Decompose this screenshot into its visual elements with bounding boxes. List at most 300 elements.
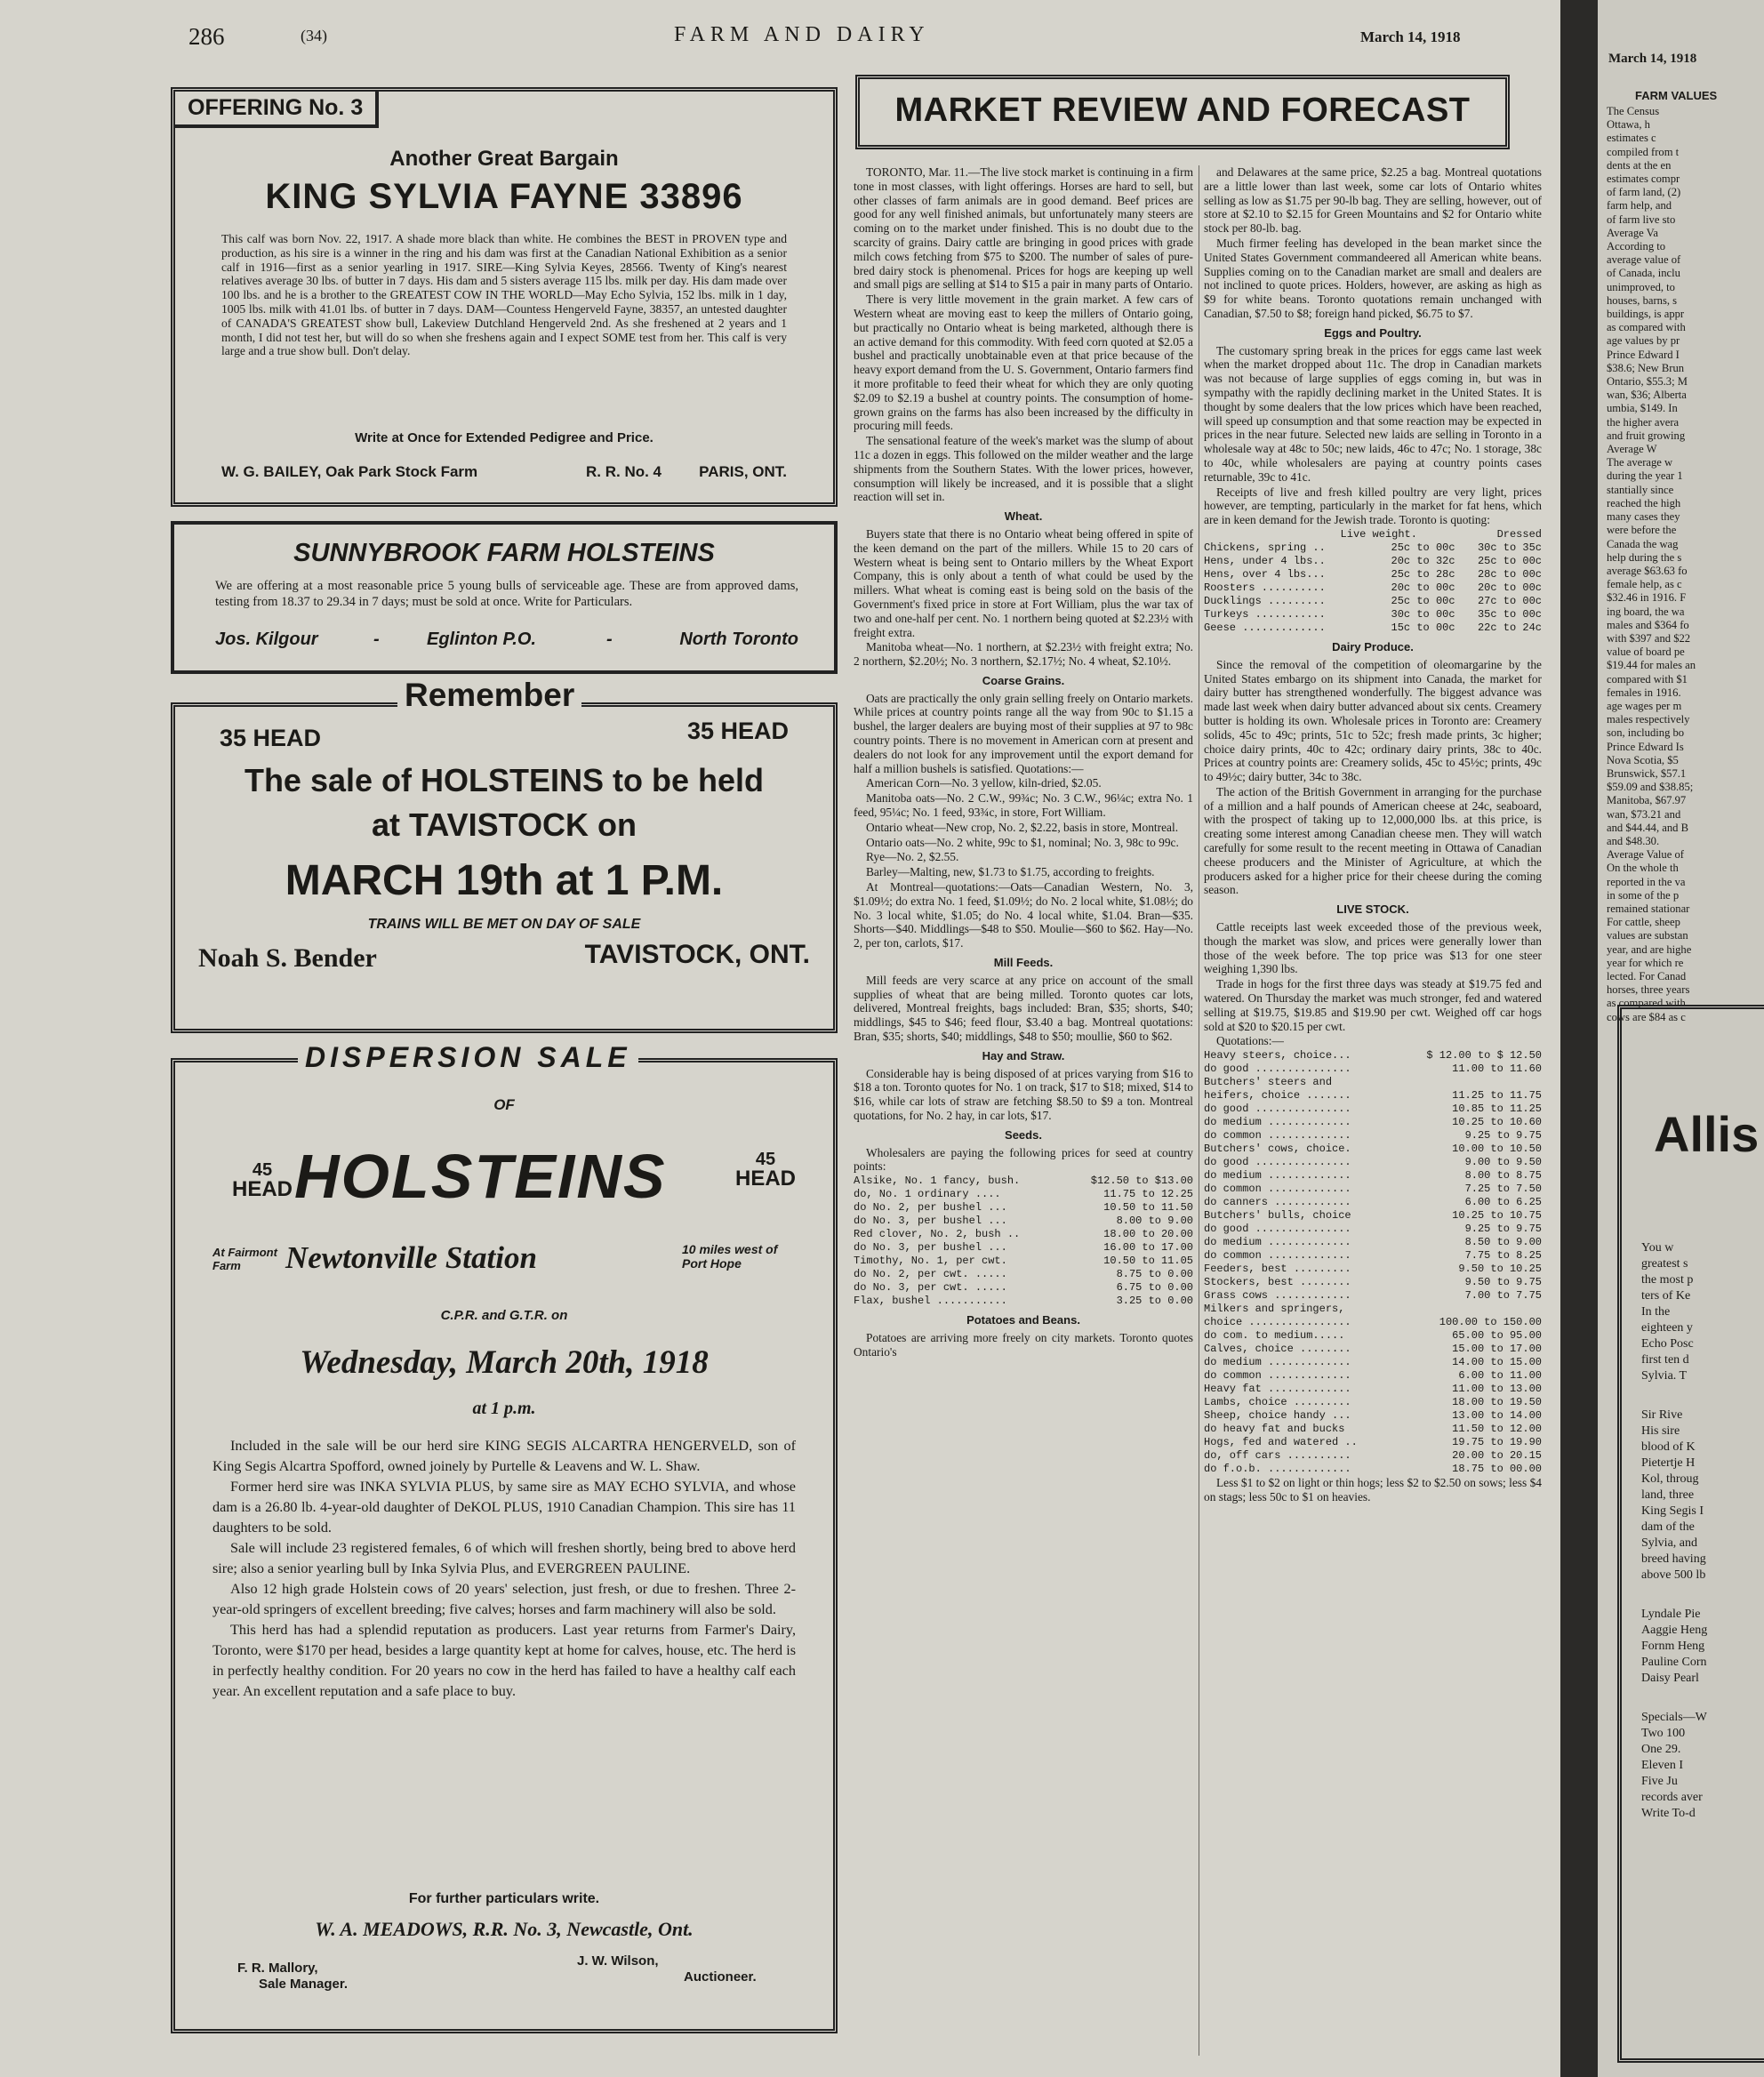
price-cell: 3.25 to 0.00 xyxy=(1116,1295,1193,1308)
price-row xyxy=(1204,1316,1542,1329)
manager-title: Sale Manager. xyxy=(259,1977,349,1992)
binding-gutter xyxy=(1560,0,1598,2077)
adjacent-line: were before the xyxy=(1607,524,1677,537)
price-cell: 22c to 24c xyxy=(1477,621,1542,634)
dispersion-para: Sale will include 23 registered females, 6 of which will freshen shortly, being bred to above herd sire; also a senior yearling bull by Inka Sylvia Plus, and EVERGREEN PAULINE. xyxy=(212,1540,796,1576)
market-column-2 xyxy=(1204,165,1542,2056)
adjacent-line: dam of the xyxy=(1641,1520,1695,1534)
offering-town: PARIS, ONT. xyxy=(699,463,787,480)
price-cell: 9.50 to 9.75 xyxy=(1464,1276,1542,1289)
price-cell: do common ............. xyxy=(1204,1183,1351,1196)
price-row xyxy=(1204,1276,1542,1289)
price-cell: 13.00 to 14.00 xyxy=(1452,1409,1542,1423)
market-paragraph: Receipts of live and fresh killed poultry are very light, prices however, are tempting, particularly in the market for fat hens, which are in keen demand for the Jewish trade. Toronto is quoting: xyxy=(1204,485,1542,527)
price-row xyxy=(1204,1423,1542,1436)
market-paragraph: The action of the British Government in arranging for the purchase of a million and a half pounds of American cheese at 24c, seaboard, with the prospect of taking up to 12,000,000 lbs. at this price, is creating some interest among Canadian cheese men. They will watch carefully for some result to the recent meeting in Ottawa of Canadian cheese producers and the Minister of Agriculture, at which the producers asked for a higher price for their cheese during the coming season. xyxy=(1204,784,1542,897)
section-heading: Potatoes and Beans. xyxy=(966,1313,1080,1327)
market-column-1 xyxy=(854,165,1193,2056)
adjacent-line: Daisy Pearl xyxy=(1641,1672,1699,1685)
price-cell: do No. 3, per bushel ... xyxy=(854,1215,1007,1228)
adjacent-line: land, three xyxy=(1641,1488,1695,1502)
adjacent-line: Nova Scotia, $5 xyxy=(1607,753,1679,766)
price-cell: 25c to 00c xyxy=(1391,594,1455,607)
adjacent-line: Five Ju xyxy=(1641,1775,1678,1788)
price-row xyxy=(1204,581,1542,595)
price-cell: Hens, over 4 lbs... xyxy=(1204,567,1326,581)
adjacent-line: compiled from t xyxy=(1607,145,1680,158)
price-cell: 8.75 to 0.00 xyxy=(1116,1268,1193,1281)
adjacent-line: In the xyxy=(1641,1305,1671,1319)
price-cell: do medium ............. xyxy=(1204,1236,1351,1249)
price-cell: Heavy fat ............. xyxy=(1204,1383,1351,1396)
price-row xyxy=(1204,1103,1542,1116)
price-row xyxy=(1204,608,1542,621)
adjacent-line: The Census xyxy=(1607,105,1660,117)
offering-ad xyxy=(171,87,838,507)
adjacent-line: breed having xyxy=(1641,1552,1706,1566)
adjacent-line: Average W xyxy=(1607,443,1657,456)
price-cell: 10.00 to 10.50 xyxy=(1452,1143,1542,1156)
price-cell: 20c to 32c xyxy=(1391,554,1455,567)
price-cell: 11.25 to 11.75 xyxy=(1452,1089,1542,1103)
adjacent-line: year, and are highe xyxy=(1607,942,1692,956)
adjacent-line: as compared with xyxy=(1607,321,1686,334)
price-cell xyxy=(1397,1076,1542,1089)
price-row xyxy=(854,1175,1193,1188)
market-paragraph: Potatoes are arriving more freely on city markets. Toronto quotes Ontario's xyxy=(854,1330,1193,1359)
price-row xyxy=(1204,1063,1542,1076)
dispersion-para: Also 12 high grade Holstein cows of 20 years' selection, just fresh, or due to freshen. Three 2-year-old springers of excellent breeding; five calves; horses and farm machinery will also be sold. xyxy=(212,1581,796,1617)
remember-head-left: 35 HEAD xyxy=(220,725,322,751)
adjacent-line: Ottawa, h xyxy=(1607,118,1650,132)
price-row xyxy=(1204,1143,1542,1156)
price-row xyxy=(854,1241,1193,1255)
price-cell: 10.50 to 11.50 xyxy=(1103,1201,1193,1215)
price-row xyxy=(1204,555,1542,568)
market-title: MARKET REVIEW AND FORECAST xyxy=(894,92,1471,129)
price-cell: 8.00 to 8.75 xyxy=(1464,1169,1542,1183)
price-cell: Milkers and springers, xyxy=(1204,1303,1345,1316)
market-paragraph: Since the removal of the competition of oleomargarine by the United States embargo on its shipment into Canada, the market for dairy butter has strengthened wonderfully. The biggest advance was made last week when dairy butter advanced about six cents. Creamery butter is holding its own. Wholesale prices in Toronto are: Creamery solids, 45c to 49c; prints, 51c to 52c; fresh made prints, 3c higher; choice dairy prints, 40c to 42c; ordinary dairy prints, 38c to 40c. Prices at country points are: Creamery solids, 45c to 45½c; prints, 49c to 49½c; dairy butter, 34c to 38c. xyxy=(1204,657,1542,784)
sunnybrook-contact xyxy=(215,630,798,650)
price-cell: 11.75 to 12.25 xyxy=(1103,1188,1193,1201)
adjacent-line: males and $364 fo xyxy=(1607,618,1689,631)
adjacent-line: reached the high xyxy=(1607,496,1681,509)
adjacent-ad-title: Allis xyxy=(1654,1106,1760,1162)
price-cell: do good ............... xyxy=(1204,1103,1351,1116)
price-row xyxy=(854,1188,1193,1201)
offering-tag: OFFERING No. 3 xyxy=(175,92,379,128)
adjacent-line: of farm live sto xyxy=(1607,213,1676,226)
market-paragraph: Ontario wheat—New crop, No. 2, $2.22, basis in store, Montreal. xyxy=(866,820,1179,834)
adjacent-line: $59.09 and $38.85; xyxy=(1607,781,1694,794)
price-cell: Alsike, No. 1 fancy, bush. xyxy=(854,1175,1021,1188)
price-table xyxy=(1204,541,1542,635)
sunnybrook-dash-1: - xyxy=(373,630,380,649)
price-cell: do heavy fat and bucks xyxy=(1204,1423,1345,1436)
adjacent-line: umbia, $149. In xyxy=(1607,402,1678,415)
offering-address xyxy=(221,463,787,481)
adjacent-line: Prince Edward Is xyxy=(1607,740,1684,753)
price-cell: Grass cows ............ xyxy=(1204,1289,1351,1303)
adjacent-line: Aaggie Heng xyxy=(1641,1624,1708,1637)
price-cell: do common ............. xyxy=(1204,1249,1351,1263)
price-cell: 20c to 00c xyxy=(1391,581,1455,594)
dispersion-body xyxy=(212,1436,796,1702)
price-cell: Geese ............. xyxy=(1204,621,1326,634)
price-cell: 25c to 00c xyxy=(1391,541,1455,554)
market-paragraph: Manitoba wheat—No. 1 northern, at $2.23½ with freight extra; No. 2 northern, $2.20½; No. 3 northern, $2.17½; No. 4 wheat, $2.10½. xyxy=(854,640,1193,669)
adjacent-line: ing board, the wa xyxy=(1607,605,1685,618)
adjacent-page xyxy=(1598,0,1764,2077)
adjacent-line: $38.6; New Brun xyxy=(1607,361,1685,374)
manager-name: F. R. Mallory, xyxy=(237,1961,318,1976)
price-cell: Lambs, choice ......... xyxy=(1204,1396,1351,1409)
price-cell: 9.00 to 9.50 xyxy=(1464,1156,1542,1169)
price-table xyxy=(854,1175,1193,1308)
market-paragraph: Much firmer feeling has developed in the bean market since the United States Government commandeered all American white beans. Supplies coming on to the Canadian market are small and dealers are not inclined to quote prices. Holders, however, are asking as high as $9 for white beans. Toronto quotations remain unchanged with Canadian, $7.50 to $8; foreign hand picked, $6.75 to $7. xyxy=(1204,236,1542,320)
price-cell: Flax, bushel ........... xyxy=(854,1295,1007,1308)
market-paragraph: Barley—Malting, new, $1.73 to $1.75, according to freights. xyxy=(866,865,1155,879)
price-cell: Live weight. xyxy=(1340,527,1417,541)
dispersion-right-count xyxy=(735,1150,796,1189)
price-cell: 10.25 to 10.60 xyxy=(1452,1116,1542,1129)
price-row xyxy=(1204,1449,1542,1463)
price-row xyxy=(1204,568,1542,581)
price-cell: do f.o.b. ............. xyxy=(1204,1463,1351,1476)
adjacent-line: remained stationar xyxy=(1607,902,1690,915)
market-paragraph: At Montreal—quotations:—Oats—Canadian Western, No. 3, $1.09½; do extra No. 1 feed, $1.09½; do No. 2 local white, $1.08½; do No. 3 local white, $1.05; do No. 4 local white, $1.04. Bran—$35. Shorts—$40. Middlings—$48 to $50. Moulie—$60 to $62. Hay—No. 2, per ton, carlots, $17. xyxy=(854,880,1193,950)
market-paragraph: TORONTO, Mar. 11.—The live stock market is continuing in a firm tone in most classes, with light offerings. Horses are hard to sell, but other classes of farm animals are in good demand. Beef prices are good for any well finished animals, but unfortunately many steers are coming on to the market under finished. This is no doubt due to the scarcity of grains. Dairy cattle are bringing in good prices with grade milch cows fetching from $75 to $200. The number of sales of pure-bred dairy stock is phenomenal. Prices for hogs are keeping up well and small pigs are selling at $14 to $15 a pair in many parts of Ontario. xyxy=(854,165,1193,292)
adjacent-line: buildings, is appr xyxy=(1607,308,1685,321)
sunnybrook-name: Jos. Kilgour xyxy=(215,630,318,649)
market-paragraph: Buyers state that there is no Ontario wheat being offered in spite of the keen demand on the part of the millers. While 15 to 20 cars of Western wheat is being sent to Ontario millers by the Wheat Export Company, this is only about a tenth of what could be used by the millers. What wheat is coming east is being sold on the basis of the Government's fixed price in store at Fort William, plus the war tax of two and one-half per cent. No. 1 northern being quoted at $2.23½ with freight extra. xyxy=(854,526,1193,639)
sunnybrook-title: SUNNYBROOK FARM HOLSTEINS xyxy=(293,539,715,567)
price-cell: 19.75 to 19.90 xyxy=(1452,1436,1542,1449)
adjacent-line: of Canada, inclu xyxy=(1607,267,1680,280)
price-cell: do canners ............ xyxy=(1204,1196,1351,1209)
adjacent-line: and $44.44, and B xyxy=(1607,821,1688,834)
adjacent-header: March 14, 1918 xyxy=(1608,52,1697,66)
price-row xyxy=(854,1201,1193,1215)
market-paragraph: Less $1 to $2 on light or thin hogs; less $2 to $2.50 on sows; less $4 on stags; less 50c to $1 on heavies. xyxy=(1204,1476,1542,1504)
price-row xyxy=(1204,1463,1542,1476)
price-cell: Sheep, choice handy ... xyxy=(1204,1409,1351,1423)
dispersion-station: Newtonville Station xyxy=(285,1240,537,1275)
adjacent-line: ters of Ke xyxy=(1641,1289,1691,1303)
adjacent-line: of farm land, (2) xyxy=(1607,186,1681,199)
auctioneer-name: J. W. Wilson, xyxy=(577,1953,659,1969)
price-cell: 20c to 00c xyxy=(1477,581,1542,594)
price-cell: Red clover, No. 2, bush .. xyxy=(854,1228,1021,1241)
adjacent-line: estimates compr xyxy=(1607,172,1680,186)
adjacent-line: cows are $84 as c xyxy=(1607,1010,1686,1023)
price-cell: 7.75 to 8.25 xyxy=(1464,1249,1542,1263)
adjacent-line: in some of the p xyxy=(1607,888,1680,902)
price-row xyxy=(1204,1169,1542,1183)
adjacent-line: Sylvia. T xyxy=(1641,1369,1688,1383)
price-row xyxy=(1204,1129,1542,1143)
price-cell: Butchers' bulls, choice xyxy=(1204,1209,1351,1223)
price-cell: 10.50 to 11.05 xyxy=(1103,1255,1193,1268)
adjacent-line: Pietertje H xyxy=(1641,1456,1696,1470)
remember-ad xyxy=(171,677,838,1033)
dispersion-auctioneer xyxy=(577,1953,757,1985)
price-cell: 16.00 to 17.00 xyxy=(1103,1241,1193,1255)
price-cell: 27c to 00c xyxy=(1477,594,1542,607)
price-cell: Ducklings ......... xyxy=(1204,594,1326,607)
adjacent-line: Write To-d xyxy=(1641,1807,1696,1820)
price-cell: Butchers' cows, choice. xyxy=(1204,1143,1351,1156)
market-paragraph: The sensational feature of the week's market was the slump of about 11c a dozen in eggs. This followed on the milder weather and the large shipments from the Southern States. With the lower prices, however, consumption will likely be increased, and it is possible that a slight reaction will set in. xyxy=(854,434,1193,504)
price-row xyxy=(1204,528,1542,541)
adjacent-line: greatest s xyxy=(1641,1257,1688,1271)
price-row xyxy=(1204,541,1542,555)
price-row xyxy=(1204,1223,1542,1236)
price-row xyxy=(1204,1409,1542,1423)
price-cell: Butchers' steers and xyxy=(1204,1076,1333,1089)
price-cell: do No. 3, per cwt. ..... xyxy=(854,1281,1007,1295)
price-cell: 9.25 to 9.75 xyxy=(1464,1129,1542,1143)
adjacent-line: His sire xyxy=(1641,1424,1680,1438)
price-row xyxy=(854,1215,1193,1228)
adjacent-line: horses, three years xyxy=(1607,983,1690,997)
adjacent-line: and fruit growing xyxy=(1607,429,1686,442)
adjacent-line: wan, $73.21 and xyxy=(1607,807,1681,821)
adjacent-line: Specials—W xyxy=(1641,1711,1707,1724)
price-cell: 9.25 to 9.75 xyxy=(1464,1223,1542,1236)
price-cell: 15.00 to 17.00 xyxy=(1452,1343,1542,1356)
dispersion-para: Former herd sire was INKA SYLVIA PLUS, by same sire as MAY ECHO SYLVIA, and whose dam is a 26.80 lb. 4-year-old daughter of DeKOL PLUS, 1910 Canadian Champion. This sire has 11 daughters to be sold. xyxy=(212,1479,796,1536)
sunnybrook-ad xyxy=(171,521,838,674)
adjacent-line: first ten d xyxy=(1641,1353,1689,1367)
adjacent-line: dents at the en xyxy=(1607,158,1672,172)
market-paragraph: American Corn—No. 3 yellow, kiln-dried, $2.05. xyxy=(866,776,1102,790)
adjacent-line: Average Va xyxy=(1607,226,1658,239)
price-cell: heifers, choice ....... xyxy=(1204,1089,1351,1103)
adjacent-line: year for which re xyxy=(1607,956,1684,969)
price-row xyxy=(854,1295,1193,1308)
adjacent-line: Eleven I xyxy=(1641,1759,1684,1772)
price-cell: 10.85 to 11.25 xyxy=(1452,1103,1542,1116)
price-row xyxy=(1204,1303,1542,1316)
price-cell: Chickens, spring .. xyxy=(1204,541,1326,554)
section-heading: Wheat. xyxy=(1004,509,1043,524)
market-paragraph: Considerable hay is being disposed of at prices varying from $16 to $18 a ton. Toronto quotes for No. 1 on track, $17 to $18; mixed, $14 to $16, while car lots of straw are fetching $8.50 to $9 a ton. Montreal quotations, for No. 2 hay, in car lots, $17. xyxy=(854,1066,1193,1122)
adjacent-line: above 500 lb xyxy=(1641,1568,1706,1582)
price-cell: $ 12.00 to $ 12.50 xyxy=(1426,1049,1542,1063)
price-cell: 11.00 to 11.60 xyxy=(1452,1063,1542,1076)
price-cell: do good ............... xyxy=(1204,1156,1351,1169)
section-heading: Mill Feeds. xyxy=(993,956,1054,970)
price-cell: do good ............... xyxy=(1204,1063,1351,1076)
price-row xyxy=(1204,595,1542,608)
price-cell xyxy=(1397,1303,1542,1316)
price-cell: do common ............. xyxy=(1204,1369,1351,1383)
price-cell: do, No. 1 ordinary .... xyxy=(854,1188,1001,1201)
price-row xyxy=(1204,1236,1542,1249)
adjacent-line: females in 1916. xyxy=(1607,686,1681,699)
price-cell: choice ................ xyxy=(1204,1316,1351,1329)
price-table xyxy=(1204,1049,1542,1476)
price-row xyxy=(1204,1049,1542,1063)
dispersion-para: Included in the sale will be our herd sire KING SEGIS ALCARTRA HENGERVELD, son of King Segis Alcartra Spofford, owned joinely by Purtelle & Leavens and W. L. Shaw. xyxy=(212,1438,796,1474)
price-row xyxy=(1204,1249,1542,1263)
offering-kicker: Another Great Bargain xyxy=(389,147,619,171)
market-paragraph: Quotations:— xyxy=(1216,1034,1284,1048)
price-cell: 30c to 00c xyxy=(1391,607,1455,621)
price-row xyxy=(1204,1263,1542,1276)
adjacent-line: Sylvia, and xyxy=(1641,1536,1697,1550)
adjacent-line: Fornm Heng xyxy=(1641,1640,1705,1653)
price-cell: do No. 2, per bushel ... xyxy=(854,1201,1007,1215)
price-row xyxy=(1204,1436,1542,1449)
adjacent-line: One 29. xyxy=(1641,1743,1681,1756)
adjacent-line: Lyndale Pie xyxy=(1641,1608,1701,1621)
adjacent-line: $32.46 in 1916. F xyxy=(1607,591,1687,605)
price-row xyxy=(1204,1356,1542,1369)
price-row xyxy=(1204,1209,1542,1223)
price-row xyxy=(1204,1329,1542,1343)
price-cell: 8.50 to 9.00 xyxy=(1464,1236,1542,1249)
auctioneer-title: Auctioneer. xyxy=(684,1969,757,1985)
price-cell: 6.00 to 6.25 xyxy=(1464,1196,1542,1209)
adjacent-line: Sir Rive xyxy=(1641,1408,1683,1422)
price-cell: 7.25 to 7.50 xyxy=(1464,1183,1542,1196)
price-row xyxy=(1204,1343,1542,1356)
price-cell: 20.00 to 20.15 xyxy=(1452,1449,1542,1463)
dispersion-time: at 1 p.m. xyxy=(472,1399,536,1418)
price-cell: 6.00 to 11.00 xyxy=(1458,1369,1542,1383)
issue-number: (34) xyxy=(301,27,327,44)
price-table xyxy=(1204,528,1542,541)
section-heading: Hay and Straw. xyxy=(982,1048,1065,1063)
adjacent-line: farm help, and xyxy=(1607,199,1672,213)
adjacent-line: Brunswick, $57.1 xyxy=(1607,766,1687,780)
adjacent-line: records aver xyxy=(1641,1791,1703,1804)
dispersion-holsteins: HOLSTEINS xyxy=(294,1142,667,1211)
paper-title: FARM AND DAIRY xyxy=(674,23,930,46)
market-paragraph: There is very little movement in the grain market. A few cars of Western wheat are moving east to keep the millers of Ontario going, but practically no Ontario wheat is being marketed, although there is an active demand for this commodity. With feed corn quoted at $2.05 a bushel and practically unobtainable even at that price because of the heavy export demand from the U. S. Government, Ontario farmers find it more profitable to feed their wheat for which they are only quoting $2.09 to $2.19 a bushel at country points. The consumption of home-grown grains on the farms has also been increased by the difficulty in procuring mill feeds. xyxy=(854,293,1193,433)
adjacent-line: According to xyxy=(1607,240,1666,253)
adjacent-text xyxy=(1607,105,1764,1024)
price-cell: 11.50 to 12.00 xyxy=(1452,1423,1542,1436)
sunnybrook-dash-2: - xyxy=(606,630,613,649)
adjacent-line: King Segis I xyxy=(1641,1504,1704,1518)
dispersion-right-head: HEAD xyxy=(735,1167,797,1191)
dispersion-para: This herd has had a splendid reputation as producers. Last year returns from Farmer's Dairy, Toronto, were $170 per head, besides a large quantity kept at home for calves, house, etc. The herd is in perfectly healthy condition. For 20 years no cow in the herd has failed to have a healthy calf each year. An excellent reputation and a safe place to buy. xyxy=(212,1622,796,1699)
adjacent-line: wan, $36; Alberta xyxy=(1607,389,1687,402)
price-cell: $12.50 to $13.00 xyxy=(1090,1175,1193,1188)
remember-banner: Remember xyxy=(397,677,581,714)
market-paragraph: Ontario oats—No. 2 white, 99c to $1, nominal; No. 3, 98c to 99c. xyxy=(866,835,1179,849)
adjacent-line: Echo Posc xyxy=(1641,1337,1694,1351)
adjacent-line: Average Value of xyxy=(1607,848,1684,862)
price-cell: Dressed xyxy=(1496,527,1542,541)
offering-body: This calf was born Nov. 22, 1917. A shade more black than white. He combines the BEST in PROVEN type and production, as his sire is a winner in the ring and his dam was first at the Canadian National Exhibition as a senior calf in 1916—first as a senior yearling in 1917. SIRE—King Sylvia Keyes, 28566. Twenty of King's nearest relatives average 30 lbs. of butter in 7 days. His dam and 5 sisters average 115 lbs. milk per day. His dam made over 100 lbs. and he is a brother to the GREATEST COW IN THE WORLD—May Echo Sylvia, 152 lbs. milk in 1 day, 1005 lbs. milk with 41.01 lbs. of butter in 7 days. DAM—Countess Hengerveld Fayne, 38357, an untested daughter of CANADA'S GREATEST show bull, Lakeview Dutchland Hengerveld 2nd. As she freshened at 2 years and 1 month, I did not test her, but will do so when she freshens again and I expect SOME test from her. This calf is very large and a true show bull. Don't delay. xyxy=(221,232,787,358)
adjacent-line: For cattle, sheep xyxy=(1607,916,1680,929)
adjacent-line: and $48.30. xyxy=(1607,834,1660,847)
adjacent-line: age wages per m xyxy=(1607,699,1682,712)
offering-cta: Write at Once for Extended Pedigree and Price. xyxy=(355,430,653,445)
adjacent-ad xyxy=(1617,1005,1764,2063)
dispersion-left-count xyxy=(232,1160,293,1199)
dispersion-at: At Fairmont Farm xyxy=(212,1246,277,1272)
adjacent-line: unimproved, to xyxy=(1607,280,1675,293)
price-cell: Hogs, fed and watered .. xyxy=(1204,1436,1358,1449)
market-paragraph: Manitoba oats—No. 2 C.W., 99¾c; No. 3 C.W., 96¼c; extra No. 1 feed, 95¼c; No. 1 feed, 93¾c, in store, Fort William. xyxy=(854,791,1193,820)
price-row xyxy=(854,1281,1193,1295)
remember-trains: TRAINS WILL BE MET ON DAY OF SALE xyxy=(367,917,641,932)
price-row xyxy=(1204,1183,1542,1196)
price-cell: 65.00 to 95.00 xyxy=(1452,1329,1542,1343)
price-cell: 18.00 to 19.50 xyxy=(1452,1396,1542,1409)
price-cell: Hens, under 4 lbs.. xyxy=(1204,554,1326,567)
price-row xyxy=(1204,1156,1542,1169)
price-row xyxy=(854,1268,1193,1281)
market-paragraph: Mill feeds are very scarce at any price on account of the small supplies of wheat that are being milled. Toronto quotes car lots, delivered, Montreal freights, bags included: Bran, $35; shorts, $40; middlings, $45 to $46; feed flour, $3.40 a bag. Montreal quotations: Bran, $35; shorts, $40; middlings, $48 to $50; moullie, $60 to $62. xyxy=(854,973,1193,1044)
adjacent-line: the most p xyxy=(1641,1273,1694,1287)
price-cell: 25c to 00c xyxy=(1477,554,1542,567)
price-row xyxy=(1204,1196,1542,1209)
remember-line-3: MARCH 19th at 1 P.M. xyxy=(285,857,724,904)
dispersion-banner: DISPERSION SALE xyxy=(298,1041,638,1074)
dispersion-ad xyxy=(171,1041,838,2033)
adjacent-line: Two 100 xyxy=(1641,1727,1686,1740)
price-cell: 8.00 to 9.00 xyxy=(1116,1215,1193,1228)
adjacent-line: eighteen y xyxy=(1641,1321,1693,1335)
adjacent-line: estimates c xyxy=(1607,132,1656,145)
price-cell: 7.00 to 7.75 xyxy=(1464,1289,1542,1303)
section-heading: LIVE STOCK. xyxy=(1336,902,1409,917)
market-paragraph: Rye—No. 2, $2.55. xyxy=(866,850,959,864)
price-cell: do common ............. xyxy=(1204,1129,1351,1143)
adjacent-line: stantially since xyxy=(1607,483,1674,496)
market-paragraph: Wholesalers are paying the following prices for seed at country points: xyxy=(854,1145,1193,1174)
price-cell: 18.75 to 00.00 xyxy=(1452,1463,1542,1476)
price-cell: do No. 2, per cwt. ..... xyxy=(854,1268,1007,1281)
market-paragraph: Oats are practically the only grain selling freely on Ontario markets. While prices at country points range all the way from 90c to $1.15 a bushel, the larger dealers are buying most of their supplies at 97 to 98c country points. There is no movement in American corn at present and dealers do not look for any improvement until the export demand for half a million bushels is satisfied. Quotations:— xyxy=(854,691,1193,775)
adjacent-line: average $63.63 fo xyxy=(1607,564,1688,577)
price-cell: Stockers, best ........ xyxy=(1204,1276,1351,1289)
dispersion-rail: C.P.R. and G.T.R. on xyxy=(440,1308,568,1323)
price-cell: 10.25 to 10.75 xyxy=(1452,1209,1542,1223)
adjacent-line: $19.44 for males an xyxy=(1607,659,1696,672)
remember-name: Noah S. Bender xyxy=(198,943,377,973)
price-row xyxy=(1204,1076,1542,1089)
sunnybrook-body: We are offering at a most reasonable price 5 young bulls of serviceable age. These are from approved dams, testing from 18.37 to 29.34 in 7 days; must be sold at once. Write for Particulars. xyxy=(215,579,798,609)
dispersion-right-num: 45 xyxy=(755,1150,776,1169)
sunnybrook-place: Eglinton P.O. xyxy=(427,630,536,649)
adjacent-line: houses, barns, s xyxy=(1607,293,1678,307)
market-paragraph: The customary spring break in the prices for eggs came last week when the market dropped about 11c. The drop in Canadian markets was not because of large supplies of eggs coming in, but was in sympathy with the rapidly declining market in the United States. It is thought by some dealers that the low prices which have been reached, will speed up consumption and that some reaction may be expected in prices in the near future. Selected new laids are selling in Toronto in a wholesale way at 48c to 50c; new laids, 46c to 47c; No. 1 storage, 38c to 40c, while wholesalers are paying at country points cases returnable, 39c to 41c. xyxy=(1204,343,1542,484)
adjacent-line: males respectively xyxy=(1607,713,1690,726)
adjacent-line: help during the s xyxy=(1607,550,1682,564)
price-cell: do medium ............. xyxy=(1204,1116,1351,1129)
offering-headline: KING SYLVIA FAYNE 33896 xyxy=(265,177,743,216)
price-cell: do No. 3, per bushel ... xyxy=(854,1241,1007,1255)
adjacent-line: The average w xyxy=(1607,456,1673,469)
price-cell: do medium ............. xyxy=(1204,1356,1351,1369)
dispersion-of: OF xyxy=(493,1096,515,1113)
price-row xyxy=(1204,1116,1542,1129)
adjacent-line: On the whole th xyxy=(1607,862,1679,875)
dispersion-further: For further particulars write. xyxy=(408,1891,600,1906)
price-cell: Calves, choice ........ xyxy=(1204,1343,1351,1356)
adjacent-line: during the year 1 xyxy=(1607,469,1683,483)
adjacent-line: lected. For Canad xyxy=(1607,970,1687,982)
price-row xyxy=(1204,1383,1542,1396)
